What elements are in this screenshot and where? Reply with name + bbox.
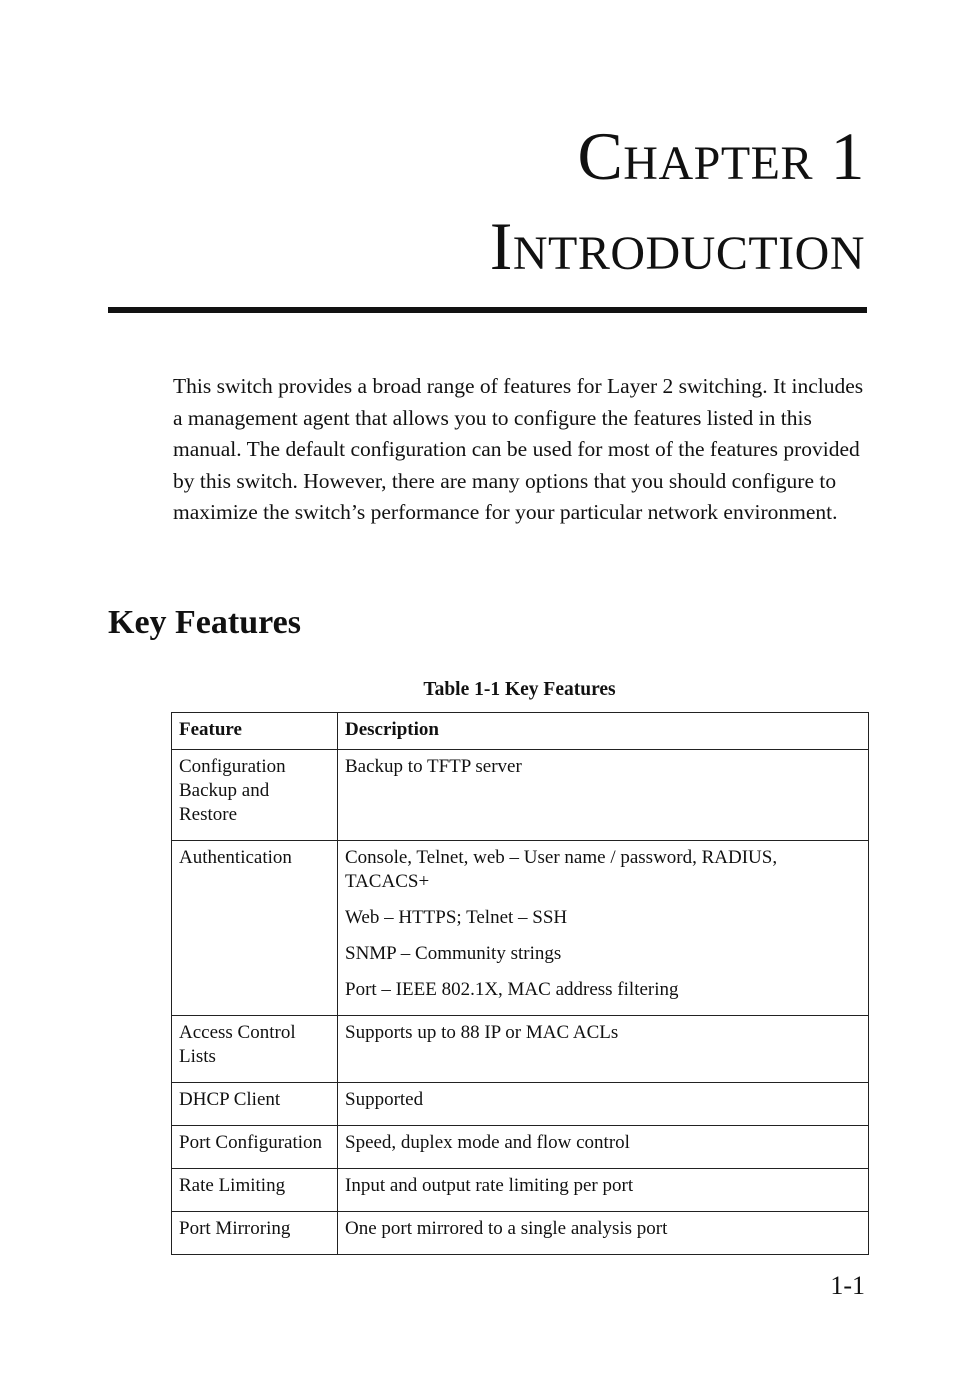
description-item: Input and output rate limiting per port [345, 1175, 634, 1196]
column-header-description: Description [338, 713, 869, 750]
description-item: Supported [345, 1089, 424, 1110]
chapter-title: Introduction [489, 208, 865, 284]
description-item: SNMP – Community strings [345, 943, 562, 964]
table-row [172, 1169, 869, 1212]
feature-cell: Access Control Lists [172, 1016, 338, 1083]
description-item: Supports up to 88 IP or MAC ACLs [345, 1022, 619, 1043]
table-row [172, 1212, 869, 1255]
description-item: Console, Telnet, web – User name / password, RADIUS, TACACS+ [345, 847, 778, 892]
description-cell [338, 1212, 869, 1255]
table-row [172, 1126, 869, 1169]
table-header-row [172, 713, 869, 750]
feature-cell: DHCP Client [172, 1083, 338, 1126]
description-cell [338, 1169, 869, 1212]
feature-cell: Rate Limiting [172, 1169, 338, 1212]
description-cell [338, 750, 869, 841]
description-item: Port – IEEE 802.1X, MAC address filtering [345, 979, 679, 1000]
description-cell [338, 1083, 869, 1126]
column-header-feature: Feature [172, 713, 338, 750]
table-row [172, 841, 869, 1016]
description-cell [338, 1016, 869, 1083]
page-number: 1-1 [830, 1271, 865, 1300]
intro-paragraph: This switch provides a broad range of features for Layer 2 switching. It includes a management agent that allows you to configure the features listed in this manual. The default configuration can be used for most of the features provided by this switch. However, there are many options that you should configure to maximize the switch’s performance for your particular network environment. [173, 374, 864, 524]
table-caption: Table 1-1 Key Features [423, 679, 616, 700]
table-row [172, 750, 869, 841]
chapter-label: Chapter 1 [577, 118, 865, 194]
description-cell [338, 841, 869, 1016]
key-features-table [171, 712, 869, 1255]
feature-cell: Port Mirroring [172, 1212, 338, 1255]
section-heading: Key Features [108, 604, 301, 641]
chapter-divider [108, 307, 867, 313]
description-item: One port mirrored to a single analysis port [345, 1218, 668, 1239]
feature-cell: Configuration Backup and Restore [172, 750, 338, 841]
feature-cell: Port Configuration [172, 1126, 338, 1169]
description-item: Web – HTTPS; Telnet – SSH [345, 907, 568, 928]
description-item: Speed, duplex mode and flow control [345, 1132, 630, 1153]
table-row [172, 1016, 869, 1083]
table-row [172, 1083, 869, 1126]
description-cell [338, 1126, 869, 1169]
description-item: Backup to TFTP server [345, 756, 522, 777]
feature-cell: Authentication [172, 841, 338, 1016]
